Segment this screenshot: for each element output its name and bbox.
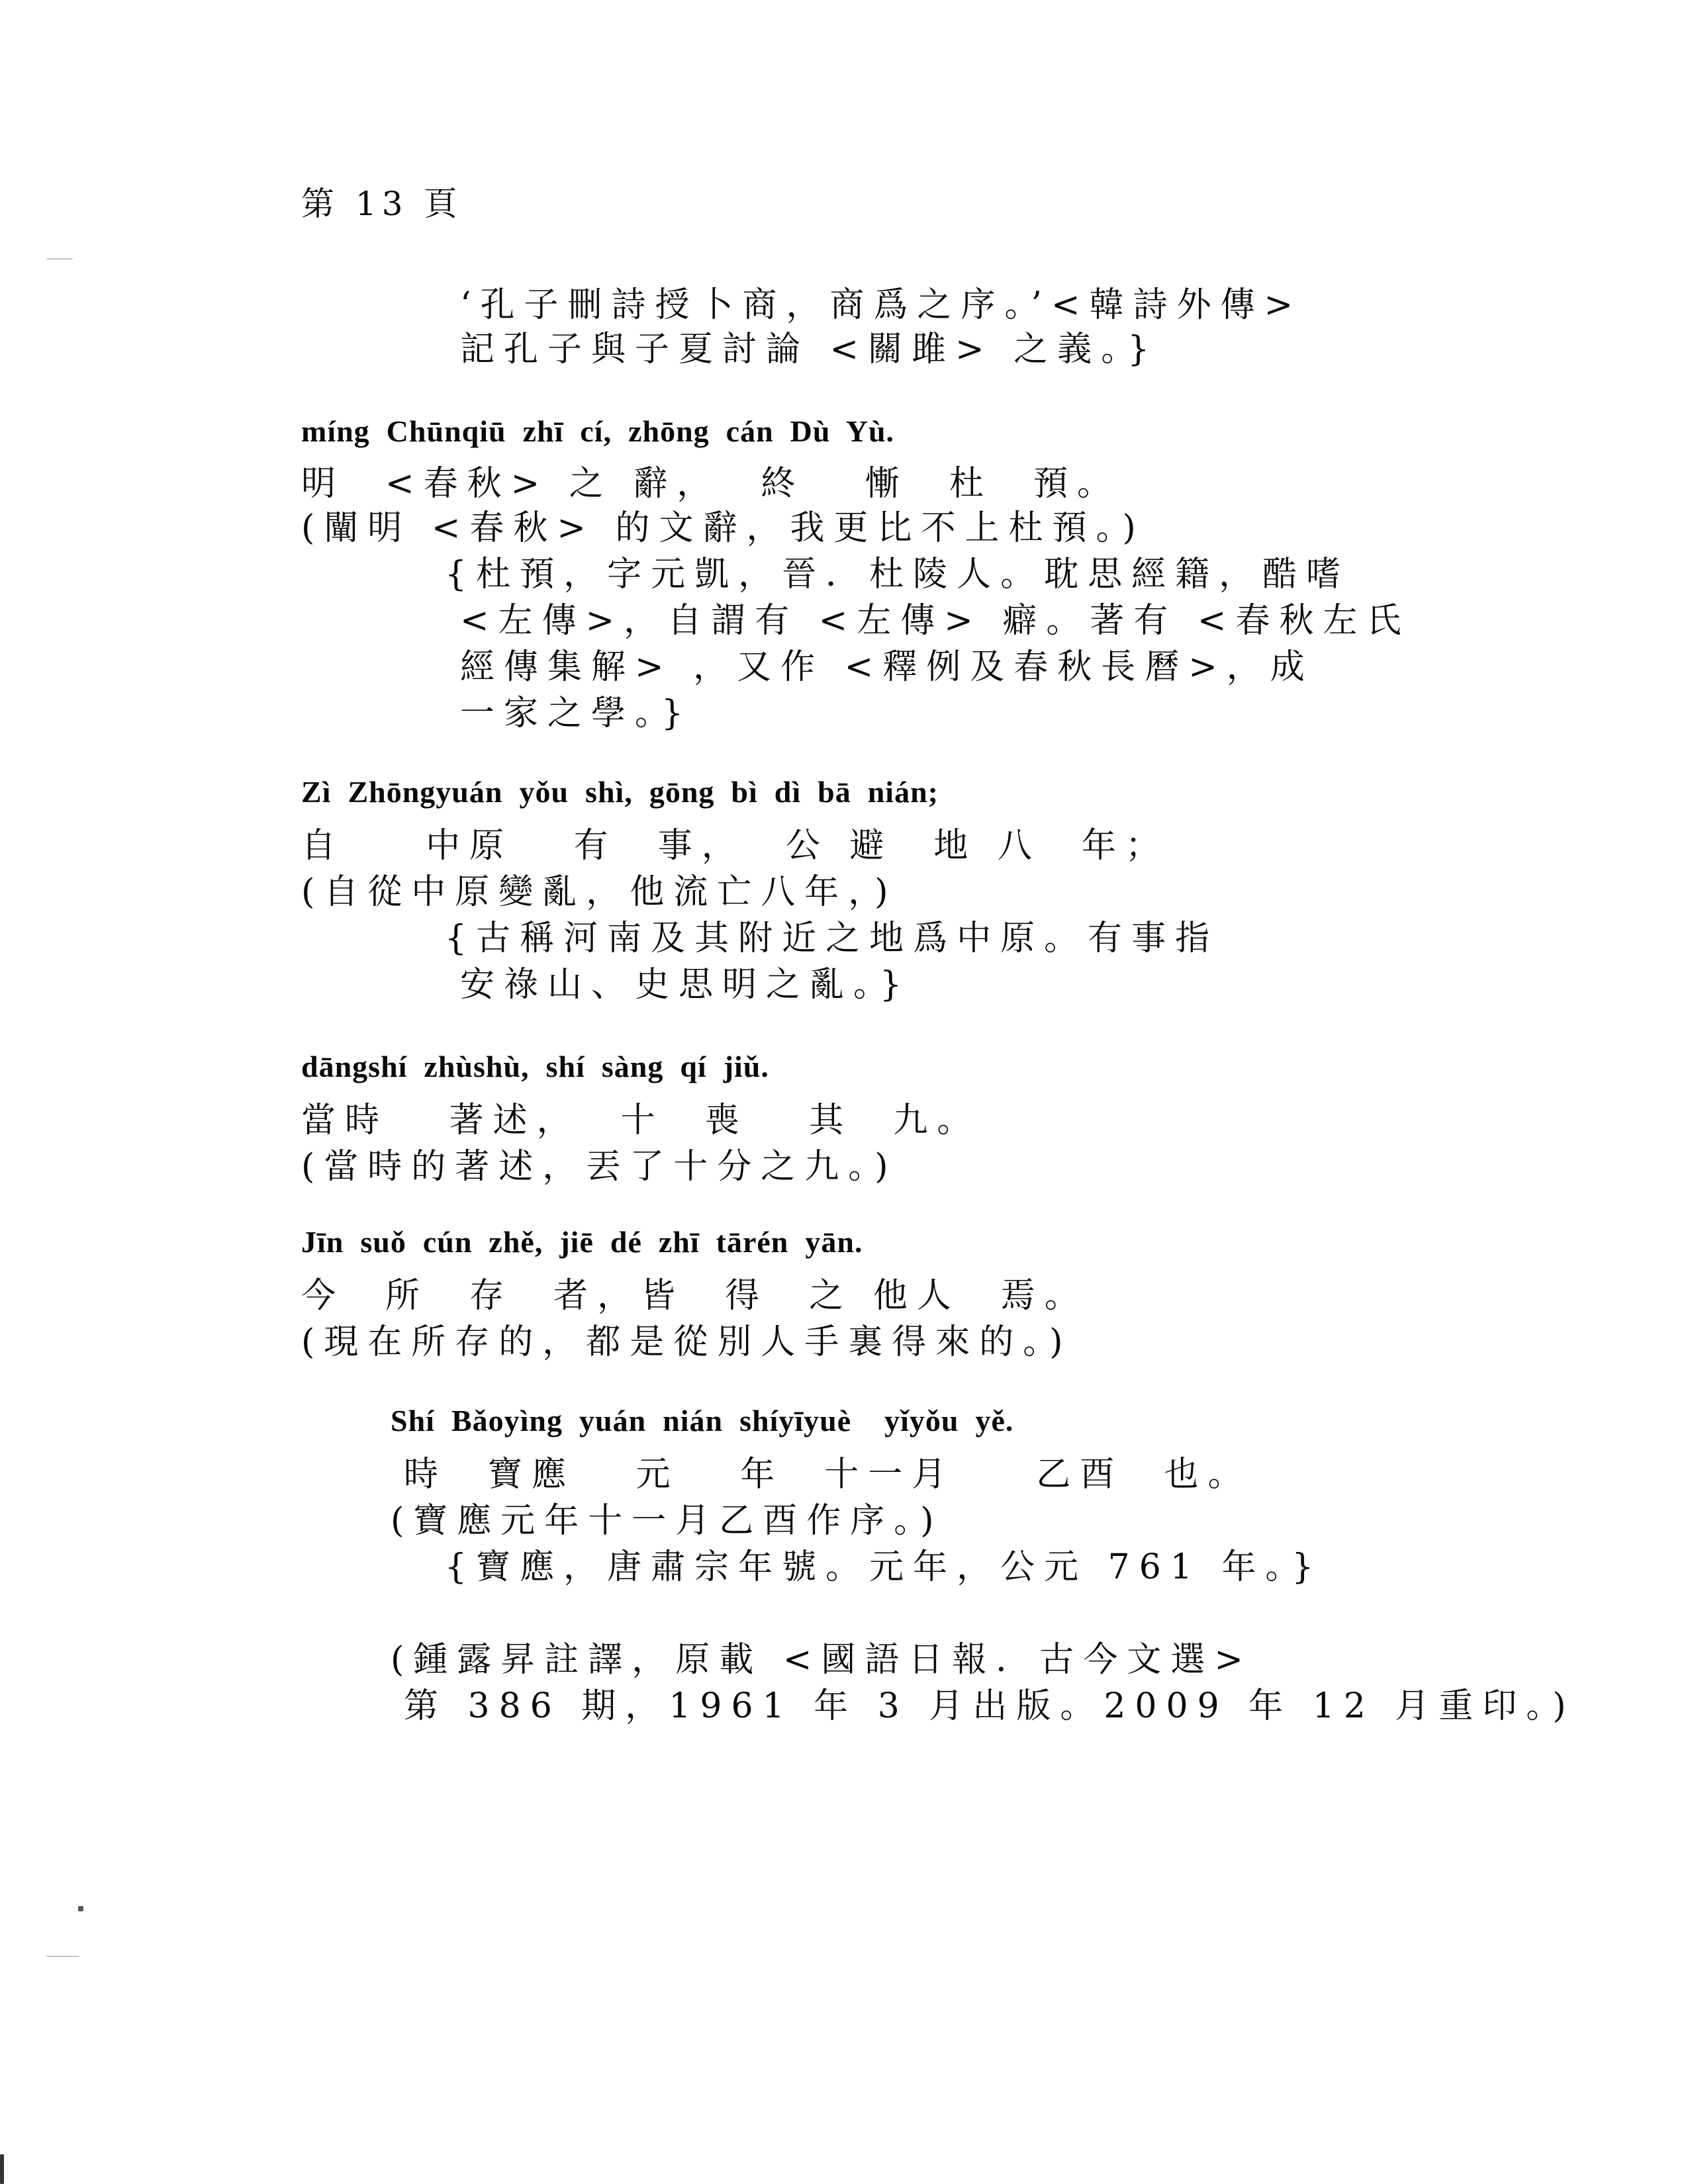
block5-hanzi: 時 寶應 元 年 十一月 乙酉 也。 [404, 1455, 1252, 1494]
block1-note-line: 一家之學。} [460, 694, 693, 733]
block3-pinyin: dāngshí zhùshù, shí sàng qí jiǔ. [301, 1050, 769, 1083]
block1-translation: (闡明 <春秋> 的文辭，我更比不上杜預。) [301, 508, 1145, 548]
block1-note-line: 經傳集解> ，又作 <釋例及春秋長曆>，成 [460, 647, 1314, 687]
block4-hanzi: 今 所 存 者，皆 得 之 他人 焉。 [301, 1276, 1088, 1316]
block2-note-line: 安祿山、史思明之亂。} [460, 965, 912, 1005]
intro-quote-line: ‘孔子刪詩授卜商，商爲之序。’<韓詩外傳> [460, 285, 1303, 325]
scan-mark [0, 2154, 4, 2184]
block1-hanzi: 明 <春秋> 之 辭， 終 慚 杜 預。 [301, 464, 1121, 504]
block5-note: {寶應，唐肅宗年號。元年，公元 761 年。} [445, 1547, 1323, 1587]
page-number: 第 13 頁 [301, 185, 463, 223]
scan-mark [46, 258, 73, 259]
block4-pinyin: Jīn suǒ cún zhě, jiē dé zhī tārén yān. [301, 1225, 863, 1259]
block2-translation: (自從中原變亂，他流亡八年，) [301, 872, 898, 912]
intro-note-line: 記孔子與子夏討論 <關雎> 之義。} [460, 330, 1159, 369]
block2-hanzi: 自 中原 有 事， 公 避 地 八 年； [301, 826, 1169, 866]
block5-pinyin: Shí Bǎoyìng yuán nián shíyīyuè yǐyǒu yě. [391, 1404, 1014, 1437]
block5-translation: (寶應元年十一月乙酉作序。) [391, 1501, 943, 1541]
scan-mark [46, 1956, 79, 1957]
block1-note-line: {杜預，字元凱，晉．杜陵人。耽思經籍，酷嗜 [445, 555, 1350, 594]
block2-note-line: {古稱河南及其附近之地爲中原。有事指 [445, 919, 1219, 958]
block1-pinyin: míng Chūnqiū zhī cí, zhōng cán Dù Yù. [301, 414, 895, 448]
source-citation-line: 第 386 期，1961 年 3 月出版。2009 年 12 月重印。) [404, 1686, 1575, 1726]
block3-hanzi: 當時 著述， 十 喪 其 九。 [301, 1101, 981, 1140]
block2-pinyin: Zì Zhōngyuán yǒu shì, gōng bì dì bā nián; [301, 775, 939, 809]
block1-note-line: <左傳>，自謂有 <左傳> 癖。著有 <春秋左氏 [460, 601, 1411, 641]
scan-mark [78, 1906, 83, 1911]
block3-translation: (當時的著述，丟了十分之九。) [301, 1147, 898, 1187]
block4-translation: (現在所存的，都是從別人手裏得來的。) [301, 1322, 1072, 1362]
source-citation-line: (鍾露昇註譯，原載 <國語日報．古今文選> [391, 1640, 1252, 1680]
